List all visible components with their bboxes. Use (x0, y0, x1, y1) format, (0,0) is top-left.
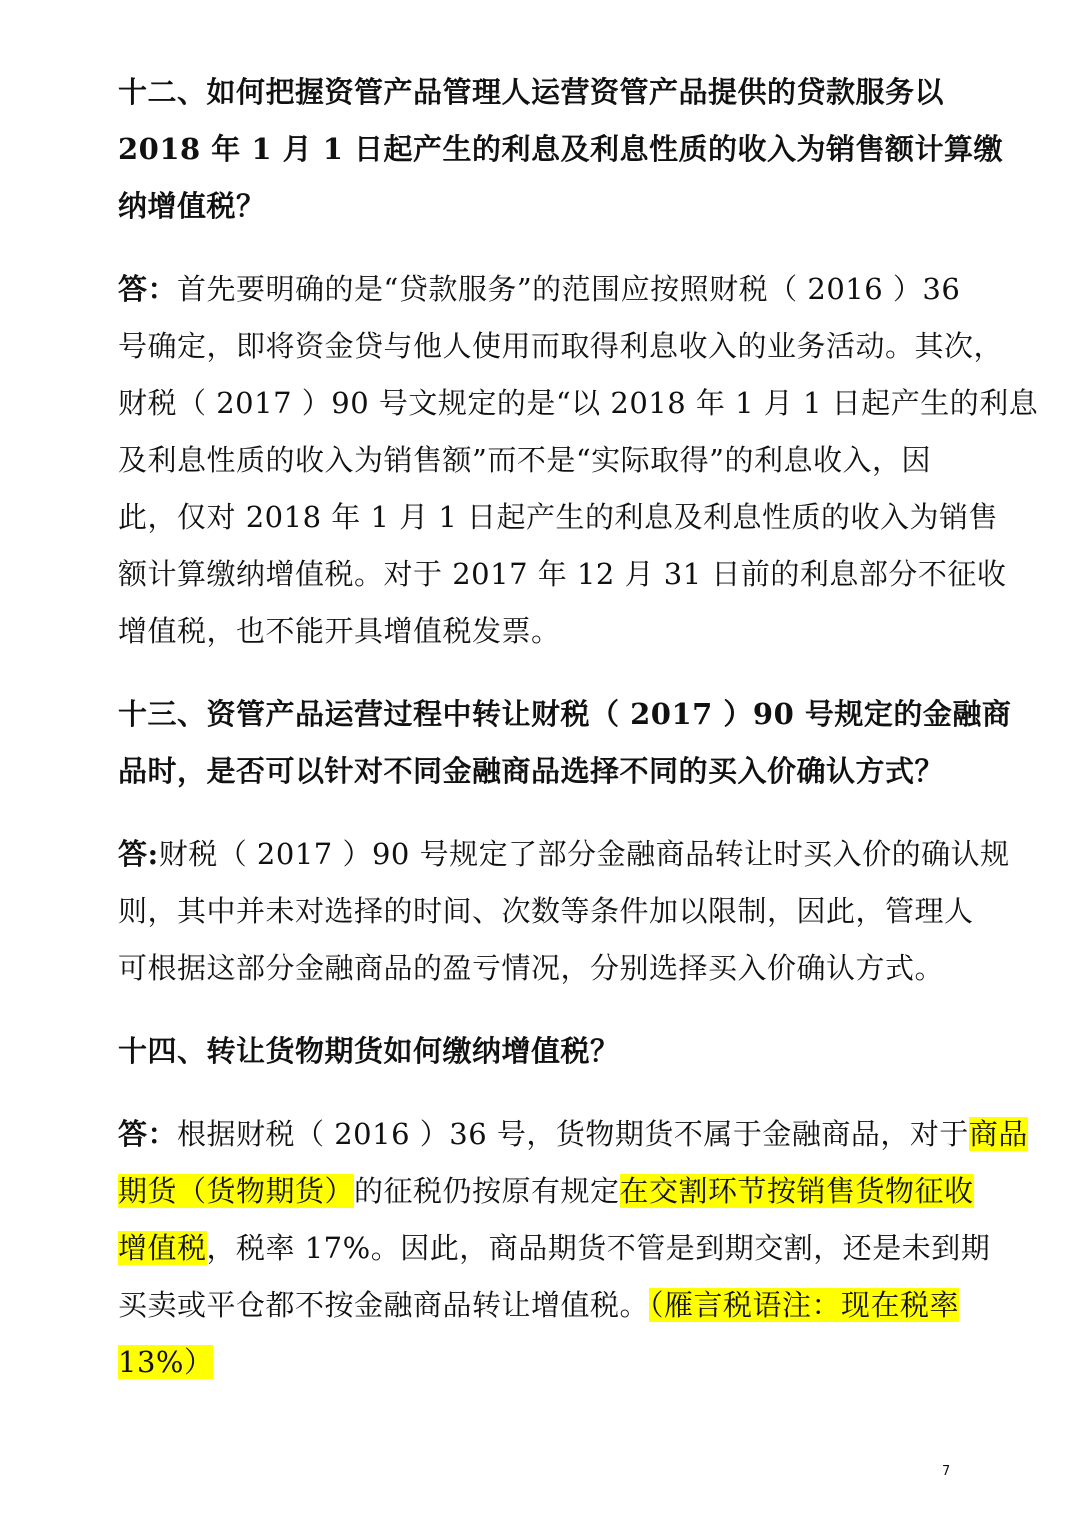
q14-answer-line-5 (118, 1334, 958, 1391)
answer-text: 首先要明确的是“贷款服务”的范围应按照财税（ 2016 ）36 (177, 272, 961, 306)
highlighted-note: 13%） (118, 1345, 214, 1379)
answer-14 (118, 1106, 1028, 1391)
answer-label: 答: (118, 837, 159, 871)
answer-text: 财税（ 2017 ）90 号规定了部分金融商品转让时买入价的确认规 (158, 837, 1010, 871)
answer-text: 的征税仍按原有规定 (354, 1174, 620, 1208)
answer-text: 根据财税（ 2016 ）36 号，货物期货不属于金融商品，对于 (177, 1117, 969, 1151)
highlighted-text: 期货（货物期货） (118, 1174, 355, 1208)
q14-answer-line-3 (118, 1220, 991, 1277)
highlighted-text: 商品 (968, 1117, 1028, 1151)
q12-title-line-3: 纳增值税？ (118, 189, 266, 223)
q14-answer-line-1 (118, 1106, 1028, 1163)
answer-text: 买卖或平仓都不按金融商品转让增值税。 (118, 1288, 650, 1322)
section-14 (118, 1023, 958, 1080)
q12-title-line-2: 2018 年 1 月 1 日起产生的利息及利息性质的收入为销售额计算缴 (118, 132, 1004, 166)
q12-answer-line-2: 号确定，即将资金贷与他人使用而取得利息收入的业务活动。其次， (118, 329, 1004, 363)
q12-answer-line-4: 及利息性质的收入为销售额”而不是“实际取得”的利息收入，因 (118, 443, 931, 477)
q13-title-line-2: 品时，是否可以针对不同金融商品选择不同的买入价确认方式？ (118, 754, 945, 788)
document-page (118, 64, 1039, 1391)
q12-answer-line-1 (118, 261, 961, 318)
q13-answer-line-2: 则，其中并未对选择的时间、次数等条件加以限制，因此，管理人 (118, 894, 974, 928)
answer-13 (118, 826, 1010, 997)
q14-answer-line-2 (118, 1163, 974, 1220)
answer-label: 答： (118, 1117, 178, 1151)
answer-label: 答： (118, 272, 178, 306)
q12-answer-line-6: 额计算缴纳增值税。对于 2017 年 12 月 31 日前的利息部分不征收 (118, 557, 1007, 591)
q12-answer-line-5: 此，仅对 2018 年 1 月 1 日起产生的利息及利息性质的收入为销售 (118, 500, 999, 534)
q12-answer-line-7: 增值税，也不能开具增值税发票。 (118, 614, 561, 648)
answer-12 (118, 261, 1039, 660)
q12-answer-line-3: 财税（ 2017 ）90 号文规定的是“以 2018 年 1 月 1 日起产生的利息 (118, 386, 1039, 420)
highlighted-note: （雁言税语注：现在税率 (649, 1288, 960, 1322)
section-13 (118, 686, 1012, 800)
highlighted-text: 增值税 (118, 1231, 207, 1265)
q13-title-line-1: 十三、资管产品运营过程中转让财税（ 2017 ）90 号规定的金融商 (118, 697, 1012, 731)
q12-title-line-1: 十二、如何把握资管产品管理人运营资管产品提供的贷款服务以 (118, 75, 945, 109)
q14-title: 十四、转让货物期货如何缴纳增值税？ (118, 1034, 620, 1068)
q13-answer-line-3: 可根据这部分金融商品的盈亏情况，分别选择买入价确认方式。 (118, 951, 945, 985)
page-number: 7 (942, 1464, 951, 1479)
q14-answer-line-4 (118, 1277, 958, 1334)
answer-text: ，税率 17%。因此，商品期货不管是到期交割，还是未到期 (206, 1231, 991, 1265)
highlighted-text: 在交割环节按销售货物征收 (619, 1174, 974, 1208)
section-12 (118, 64, 1004, 235)
q13-answer-line-1 (118, 826, 1010, 883)
